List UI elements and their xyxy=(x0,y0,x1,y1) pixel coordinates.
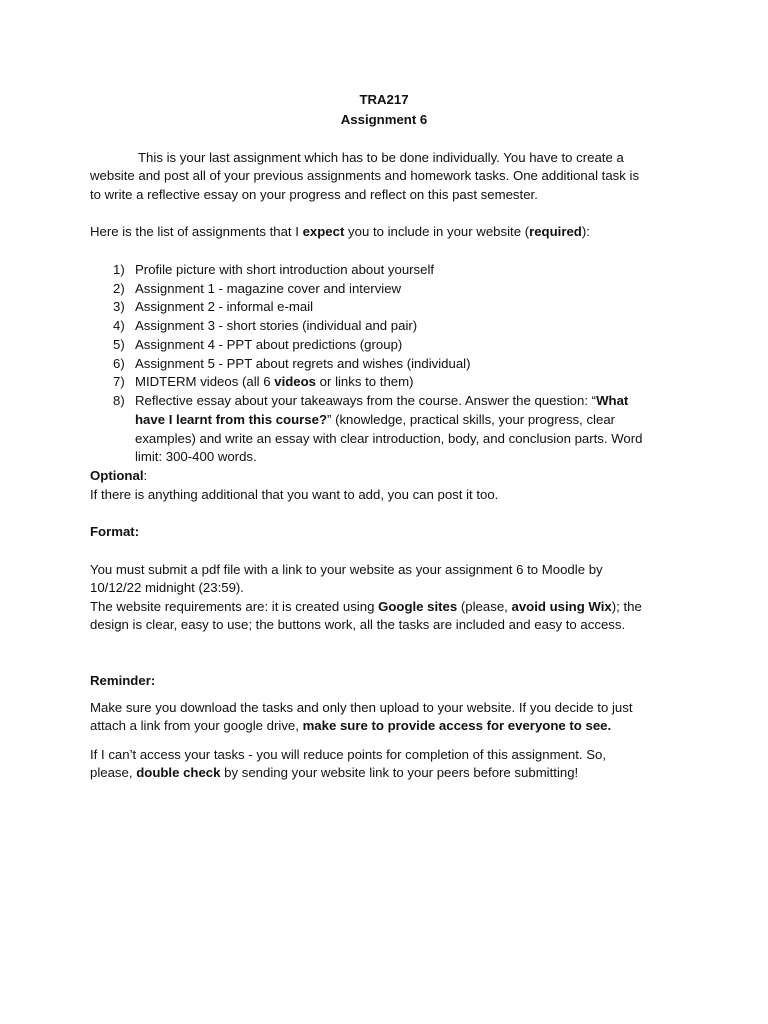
format-line-4: design is clear, easy to use; the buttons work, all the tasks are included and easy to access. xyxy=(90,617,626,632)
list-item-text xyxy=(135,373,414,392)
list-intro-post: ): xyxy=(581,224,590,239)
format-line-3 xyxy=(90,598,642,617)
list-item-text: Assignment 4 - PPT about predictions (group) xyxy=(135,337,403,352)
format-line-2: 10/12/22 midnight (23:59). xyxy=(90,580,244,595)
format-line-1: You must submit a pdf file with a link to your website as your assignment 6 to Moodle by xyxy=(90,562,603,577)
list-item-text: Assignment 2 - informal e-mail xyxy=(135,299,314,314)
list-item-text xyxy=(135,392,628,411)
optional-label: Optional xyxy=(90,468,144,483)
list-intro-expect: expect xyxy=(302,224,345,239)
format-l3-mid: (please, xyxy=(457,599,512,614)
list-intro-required: required xyxy=(529,224,582,239)
reminder-heading: Reminder: xyxy=(90,673,156,688)
course-code: TRA217 xyxy=(359,92,409,107)
format-heading: Format: xyxy=(90,524,140,539)
item8-line-3: examples) and write an essay with clear introduction, body, and conclusion parts. Word xyxy=(135,431,643,446)
reminder-p2-l2-post: by sending your website link to your peers before submitting! xyxy=(220,765,579,780)
intro-line-3: to write a reflective essay on your progress and reflect on this past semester. xyxy=(90,187,538,202)
list-item-number: 8) xyxy=(113,393,125,408)
list-item-number: 3) xyxy=(113,299,125,314)
list-item-number: 1) xyxy=(113,262,125,277)
list-intro xyxy=(90,223,590,242)
list-item-text: Assignment 5 - PPT about regrets and wishes (individual) xyxy=(135,356,471,371)
item8-l1-pre: Reflective essay about your takeaways from the course. Answer the question: “ xyxy=(135,393,597,408)
reminder-p1-l2-bold: make sure to provide access for everyone to see. xyxy=(302,718,612,733)
format-l3-pre: The website requirements are: it is created using xyxy=(90,599,379,614)
optional-label-line xyxy=(90,467,147,486)
format-l3-post: ); the xyxy=(611,599,642,614)
intro-line-1: This is your last assignment which has to be done individually. You have to create a xyxy=(138,150,624,165)
format-l3-google-sites: Google sites xyxy=(378,599,458,614)
item7-bold: videos xyxy=(274,374,317,389)
list-intro-mid: you to include in your website ( xyxy=(344,224,530,239)
list-intro-pre: Here is the list of assignments that I xyxy=(90,224,303,239)
list-item-number: 6) xyxy=(113,356,125,371)
list-item-number: 5) xyxy=(113,337,125,352)
intro-line-2: website and post all of your previous assignments and homework tasks. One additional task is xyxy=(90,168,640,183)
list-item-text: Assignment 1 - magazine cover and interview xyxy=(135,281,402,296)
reminder-p1-line-1: Make sure you download the tasks and only then upload to your website. If you decide to just xyxy=(90,700,633,715)
item8-line-2 xyxy=(135,411,615,430)
list-item-number: 4) xyxy=(113,318,125,333)
list-item-number: 2) xyxy=(113,281,125,296)
reminder-p2-line-2 xyxy=(90,764,578,783)
reminder-p1-line-2 xyxy=(90,717,611,736)
reminder-p2-l2-pre: please, xyxy=(90,765,137,780)
list-item-text: Profile picture with short introduction about yourself xyxy=(135,262,435,277)
list-item-text: Assignment 3 - short stories (individual and pair) xyxy=(135,318,418,333)
assignment-title: Assignment 6 xyxy=(340,112,428,127)
item7-pre: MIDTERM videos (all 6 xyxy=(135,374,275,389)
reminder-p1-l2-pre: attach a link from your google drive, xyxy=(90,718,303,733)
optional-colon: : xyxy=(143,468,148,483)
reminder-p2-l2-bold: double check xyxy=(136,765,221,780)
format-l3-avoid-wix: avoid using Wix xyxy=(511,599,612,614)
item8-l1-bold: What xyxy=(596,393,629,408)
optional-text: If there is anything additional that you want to add, you can post it too. xyxy=(90,487,499,502)
item8-line-4: limit: 300-400 words. xyxy=(135,449,257,464)
item8-l2-post: ” (knowledge, practical skills, your progress, clear xyxy=(327,412,616,427)
item7-post: or links to them) xyxy=(316,374,414,389)
reminder-p2-line-1: If I can’t access your tasks - you will reduce points for completion of this assignment. So, xyxy=(90,747,607,762)
list-item-number: 7) xyxy=(113,374,125,389)
item8-l2-bold: have I learnt from this course? xyxy=(135,412,328,427)
